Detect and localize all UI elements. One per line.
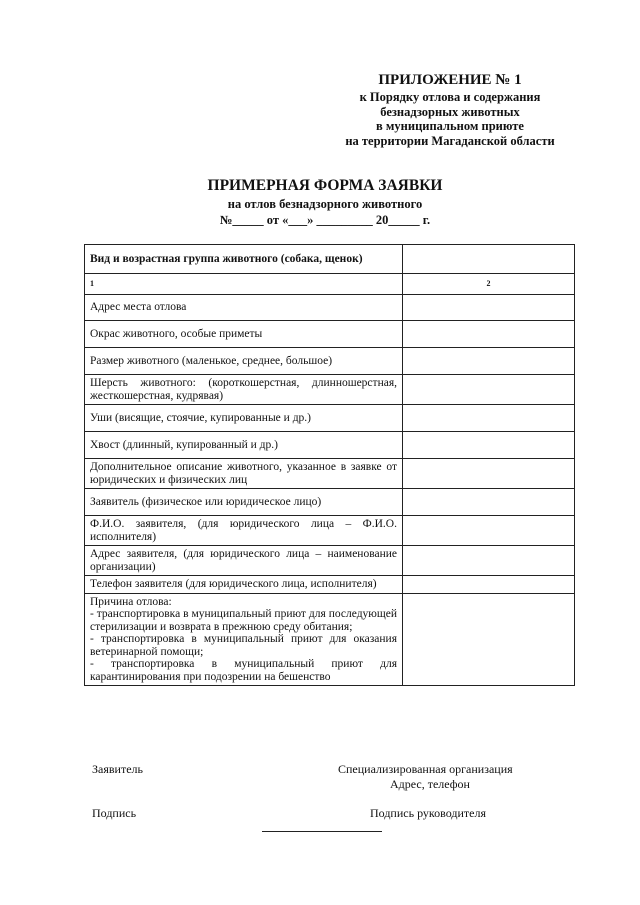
appendix-line: на территории Магаданской области bbox=[345, 133, 555, 148]
request-form-table bbox=[84, 244, 575, 686]
table-row bbox=[85, 546, 575, 576]
signature-label: Подпись bbox=[92, 806, 137, 820]
row-value[interactable] bbox=[403, 321, 575, 348]
column-number-row bbox=[85, 274, 575, 295]
table-row bbox=[85, 576, 575, 594]
form-number-line: №_____ от «___» _________ 20_____ г. bbox=[219, 213, 431, 227]
row-value[interactable] bbox=[403, 432, 575, 459]
row-value[interactable] bbox=[403, 576, 575, 594]
appendix-title: ПРИЛОЖЕНИЕ № 1 bbox=[378, 72, 522, 88]
row-label: Заявитель (физическое или юридическое лицо) bbox=[85, 489, 403, 516]
table-row bbox=[85, 321, 575, 348]
table-row bbox=[85, 375, 575, 405]
row-label: Телефон заявителя (для юридического лица, исполнителя) bbox=[85, 576, 403, 594]
row-value[interactable] bbox=[403, 459, 575, 489]
row-label: Адрес заявителя, (для юридического лица – наименование организации) bbox=[85, 546, 403, 576]
table-row bbox=[85, 489, 575, 516]
form-header bbox=[150, 176, 500, 228]
reason-item: - транспортировка в муниципальный приют для карантинирования при подозрении на бешенство bbox=[90, 658, 397, 683]
appendix-line: к Порядку отлова и содержания bbox=[359, 90, 541, 104]
row-label: Ф.И.О. заявителя, (для юридического лица – Ф.И.О. исполнителя) bbox=[85, 516, 403, 546]
row-label: Окрас животного, особые приметы bbox=[85, 321, 403, 348]
row-value[interactable] bbox=[403, 348, 575, 375]
table-header-row bbox=[85, 245, 575, 274]
row-value[interactable] bbox=[403, 405, 575, 432]
row-value[interactable] bbox=[403, 295, 575, 321]
table-row bbox=[85, 516, 575, 546]
table-row bbox=[85, 295, 575, 321]
appendix-line: в муниципальном приюте bbox=[376, 119, 524, 133]
appendix-line: безнадзорных животных bbox=[380, 104, 520, 119]
table-row bbox=[85, 405, 575, 432]
reason-item: - транспортировка в муниципальный приют для оказания ветеринарной помощи; bbox=[90, 633, 397, 658]
row-label: Шерсть животного: (короткошерстная, длинношерстная, жесткошерстная, кудрявая) bbox=[85, 375, 403, 405]
address-phone-label: Адрес, телефон bbox=[390, 777, 470, 791]
row-value[interactable] bbox=[403, 489, 575, 516]
signature-line bbox=[262, 831, 382, 832]
organization-label: Специализированная организация bbox=[338, 762, 513, 776]
reason-value[interactable] bbox=[403, 593, 575, 686]
animal-type-value[interactable] bbox=[403, 245, 575, 274]
table-row bbox=[85, 459, 575, 489]
row-label: Хвост (длинный, купированный и др.) bbox=[85, 432, 403, 459]
form-subtitle: на отлов безнадзорного животного bbox=[227, 197, 423, 211]
reason-title: Причина отлова: bbox=[90, 595, 172, 608]
table-row bbox=[85, 348, 575, 375]
row-value[interactable] bbox=[403, 375, 575, 405]
appendix-header bbox=[300, 70, 600, 148]
row-value[interactable] bbox=[403, 516, 575, 546]
row-label: Адрес места отлова bbox=[85, 295, 403, 321]
reason-cell bbox=[85, 593, 403, 686]
row-label: Уши (висящие, стоячие, купированные и др.) bbox=[85, 405, 403, 432]
row-label: Размер животного (маленькое, среднее, большое) bbox=[85, 348, 403, 375]
form-title: ПРИМЕРНАЯ ФОРМА ЗАЯВКИ bbox=[207, 177, 443, 194]
column-number-1: 1 bbox=[85, 274, 403, 295]
table-row-reason bbox=[85, 593, 575, 686]
animal-type-label: Вид и возрастная группа животного (собака, щенок) bbox=[85, 245, 403, 274]
column-number-2: 2 bbox=[403, 274, 575, 295]
reason-item: - транспортировка в муниципальный приют для последующей стерилизации и возврата в прежнюю среду обитания; bbox=[90, 608, 397, 633]
row-value[interactable] bbox=[403, 546, 575, 576]
row-label: Дополнительное описание животного, указанное в заявке от юридических и физических лиц bbox=[85, 459, 403, 489]
head-signature-label: Подпись руководителя bbox=[370, 806, 486, 820]
table-row bbox=[85, 432, 575, 459]
applicant-label: Заявитель bbox=[92, 762, 143, 776]
